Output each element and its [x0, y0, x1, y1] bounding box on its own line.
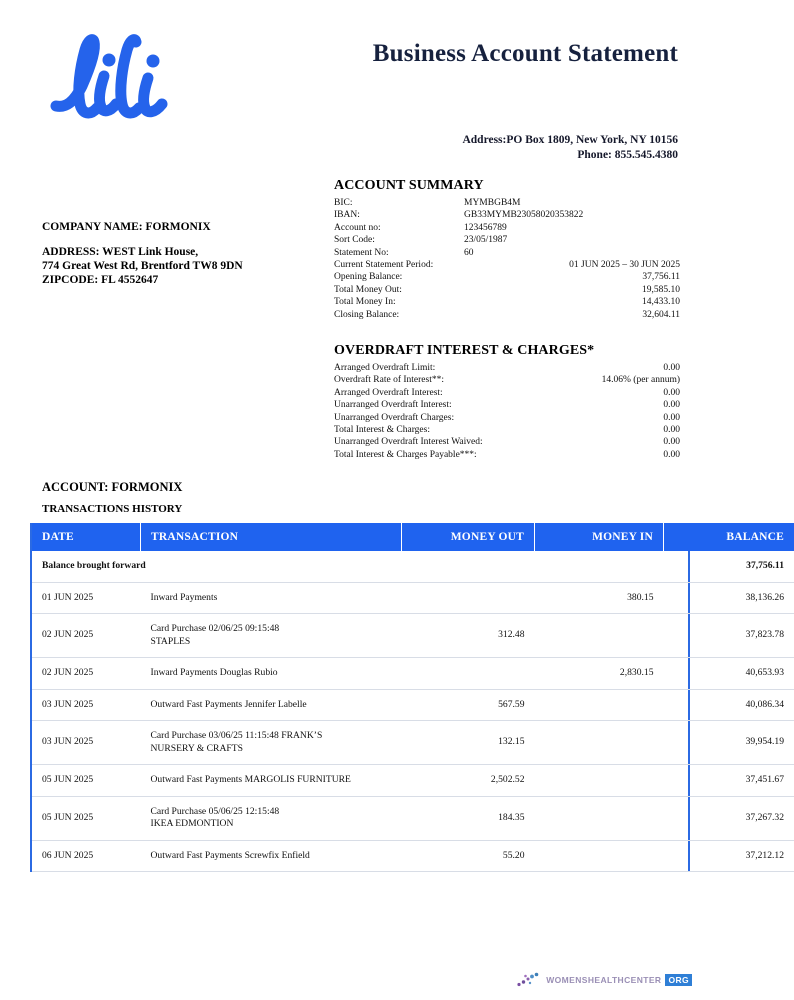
cell-transaction	[141, 614, 402, 658]
column-header-money-out[interactable]: MONEY OUT	[402, 523, 535, 551]
overdraft-row	[334, 412, 680, 424]
brought-forward-label: Balance brought forward	[32, 551, 402, 582]
customer-zipcode: ZIPCODE: FL 4552647	[42, 274, 159, 286]
cell-transaction	[141, 796, 402, 840]
cell-money-in	[535, 614, 664, 658]
overdraft-section	[334, 343, 680, 461]
account-summary-section	[334, 178, 680, 321]
transaction-description: Outward Fast Payments MARGOLIS FURNITURE	[150, 774, 351, 785]
cell-balance: 37,451.67	[664, 765, 794, 797]
table-row[interactable]	[32, 689, 794, 721]
cell-date: 06 JUN 2025	[32, 840, 141, 872]
cell-date: 03 JUN 2025	[32, 689, 141, 721]
cell-balance: 37,823.78	[664, 614, 794, 658]
summary-label: Opening Balance:	[334, 272, 403, 283]
overdraft-row	[334, 399, 680, 411]
overdraft-label: Unarranged Overdraft Interest Waived:	[334, 437, 483, 448]
summary-value: 123456789	[464, 222, 507, 233]
logo-dot-1	[103, 54, 116, 67]
summary-row	[334, 309, 680, 321]
summary-label: IBAN:	[334, 210, 360, 221]
overdraft-row	[334, 449, 680, 461]
account-label: ACCOUNT: FORMONIX	[42, 480, 183, 494]
overdraft-value: 14.06% (per annum)	[601, 375, 680, 386]
cell-balance: 38,136.26	[664, 582, 794, 614]
issuer-contact	[462, 133, 678, 163]
overdraft-value: 0.00	[663, 425, 680, 436]
overdraft-rows	[334, 362, 680, 461]
summary-row	[334, 296, 680, 308]
summary-value: 19,585.10	[642, 284, 680, 295]
column-header-money-in[interactable]: MONEY IN	[535, 523, 664, 551]
summary-value: 23/05/1987	[464, 235, 508, 246]
cell-money-in	[535, 796, 664, 840]
cell-transaction	[141, 765, 402, 797]
overdraft-label: Overdraft Rate of Interest**:	[334, 375, 444, 386]
column-header-date[interactable]: DATE	[32, 523, 141, 551]
customer-name: COMPANY NAME: FORMONIX	[42, 221, 211, 233]
cell-money-out: 2,502.52	[402, 765, 535, 797]
cell-date: 02 JUN 2025	[32, 658, 141, 690]
summary-row	[334, 284, 680, 296]
summary-label: Current Statement Period:	[334, 260, 434, 271]
cell-date: 03 JUN 2025	[32, 721, 141, 765]
cell-money-out	[402, 582, 535, 614]
overdraft-row	[334, 374, 680, 386]
cell-money-out: 312.48	[402, 614, 535, 658]
summary-row	[334, 271, 680, 283]
cell-balance: 37,267.32	[664, 796, 794, 840]
cell-transaction	[141, 582, 402, 614]
spacer	[42, 234, 322, 245]
overdraft-label: Arranged Overdraft Limit:	[334, 363, 436, 373]
cell-money-in	[535, 689, 664, 721]
cell-balance: 37,212.12	[664, 840, 794, 872]
cell-transaction	[141, 721, 402, 765]
cell-balance: 40,086.34	[664, 689, 794, 721]
overdraft-value: 0.00	[663, 387, 680, 398]
table-header-row	[32, 523, 794, 551]
transaction-description: Card Purchase 05/06/25 12:15:48	[150, 805, 280, 817]
customer-address-line2: 774 Great West Rd, Brentford TW8 9DN	[42, 260, 243, 272]
cell-money-out: 132.15	[402, 721, 535, 765]
cell-money-out: 567.59	[402, 689, 535, 721]
transaction-description: Outward Fast Payments Jennifer Labelle	[150, 698, 307, 710]
balance-brought-forward-row	[32, 551, 794, 582]
summary-value: 01 JUN 2025 – 30 JUN 2025	[569, 260, 680, 271]
transaction-description: Card Purchase 03/06/25 11:15:48 FRANK’S	[150, 730, 323, 741]
cell-date: 01 JUN 2025	[32, 582, 141, 614]
summary-label: Account no:	[334, 222, 381, 233]
overdraft-value: 0.00	[663, 400, 680, 411]
transactions-table	[32, 523, 794, 872]
table-row[interactable]	[32, 658, 794, 690]
table-row[interactable]	[32, 582, 794, 614]
table-row[interactable]	[32, 765, 794, 797]
summary-value: 60	[464, 247, 474, 258]
transaction-description: Card Purchase 02/06/25 09:15:48	[150, 623, 280, 634]
overdraft-value: 0.00	[663, 437, 680, 448]
cell-transaction	[141, 658, 402, 690]
customer-address-line1: ADDRESS: WEST Link House,	[42, 246, 199, 258]
cell-money-out: 55.20	[402, 840, 535, 872]
page-title: Business Account Statement	[372, 40, 678, 67]
summary-value: MYMBGB4M	[464, 198, 521, 208]
table-row[interactable]	[32, 840, 794, 872]
summary-label: Closing Balance:	[334, 309, 400, 320]
transaction-description: Inward Payments Douglas Rubio	[150, 667, 278, 678]
transaction-description-line2: NURSERY & CRAFTS	[150, 742, 243, 754]
transaction-description-line2: IKEA EDMONTION	[150, 818, 234, 829]
watermark-text: WOMENSHEALTHCENTER	[546, 975, 662, 985]
overdraft-value: 0.00	[663, 449, 680, 460]
overdraft-label: Arranged Overdraft Interest:	[334, 387, 443, 398]
cell-transaction	[141, 689, 402, 721]
transaction-description-line2: STAPLES	[150, 635, 191, 647]
brought-forward-money-out	[402, 551, 535, 582]
table-row[interactable]	[32, 614, 794, 658]
logo-dot-2	[147, 55, 160, 68]
footer-watermark	[516, 972, 692, 988]
cell-balance: 40,653.93	[664, 658, 794, 690]
summary-value: 32,604.11	[642, 309, 680, 320]
table-row[interactable]	[32, 796, 794, 840]
transactions-history-title: TRANSACTIONS HISTORY	[42, 503, 183, 515]
summary-row	[334, 197, 680, 209]
cell-date: 05 JUN 2025	[32, 796, 141, 840]
table-head	[32, 523, 794, 551]
brought-forward-money-in	[535, 551, 664, 582]
overdraft-row	[334, 424, 680, 436]
overdraft-value: 0.00	[663, 363, 680, 373]
lili-logo-icon	[52, 28, 202, 148]
overdraft-row	[334, 436, 680, 448]
cell-date: 02 JUN 2025	[32, 614, 141, 658]
summary-label: BIC:	[334, 198, 353, 208]
overdraft-value: 0.00	[663, 412, 680, 423]
summary-label: Sort Code:	[334, 235, 375, 246]
brought-forward-balance: 37,756.11	[664, 551, 794, 582]
cell-balance: 39,954.19	[664, 721, 794, 765]
customer-details	[42, 220, 322, 287]
overdraft-heading: OVERDRAFT INTEREST & CHARGES*	[334, 343, 595, 358]
account-summary-rows	[334, 197, 680, 321]
overdraft-label: Total Interest & Charges:	[334, 425, 430, 436]
overdraft-row	[334, 362, 680, 374]
transactions-table-wrap	[30, 523, 784, 872]
summary-value: 37,756.11	[642, 272, 680, 283]
summary-row	[334, 209, 680, 221]
summary-value: GB33MYMB23058020353822	[464, 210, 584, 221]
transaction-description: Inward Payments	[150, 591, 218, 603]
table-row[interactable]	[32, 721, 794, 765]
summary-row	[334, 222, 680, 234]
overdraft-label: Total Interest & Charges Payable***:	[334, 449, 477, 460]
summary-label: Statement No:	[334, 247, 389, 258]
transaction-description: Outward Fast Payments Screwfix Enfield	[150, 849, 310, 861]
issuer-phone: Phone: 855.545.4380	[577, 149, 678, 161]
issuer-address: Address:PO Box 1809, New York, NY 10156	[462, 134, 678, 146]
watermark-badge: ORG	[665, 974, 692, 986]
account-summary-heading: ACCOUNT SUMMARY	[334, 178, 484, 193]
summary-row	[334, 247, 680, 259]
summary-row	[334, 234, 680, 246]
table-body	[32, 551, 794, 872]
cell-money-in	[535, 765, 664, 797]
cell-transaction	[141, 840, 402, 872]
summary-value: 14,433.10	[642, 297, 680, 308]
cell-date: 05 JUN 2025	[32, 765, 141, 797]
cell-money-in	[535, 721, 664, 765]
overdraft-label: Unarranged Overdraft Interest:	[334, 400, 452, 411]
overdraft-row	[334, 387, 680, 399]
summary-label: Total Money Out:	[334, 284, 402, 295]
cell-money-out: 184.35	[402, 796, 535, 840]
summary-row	[334, 259, 680, 271]
summary-label: Total Money In:	[334, 297, 396, 308]
lili-logo	[52, 28, 202, 148]
column-header-transaction[interactable]: TRANSACTION	[141, 523, 402, 551]
cell-money-in: 380.15	[535, 582, 664, 614]
overdraft-label: Unarranged Overdraft Charges:	[334, 412, 455, 423]
cell-money-out	[402, 658, 535, 690]
dots-icon	[516, 972, 542, 988]
cell-money-in	[535, 840, 664, 872]
cell-money-in: 2,830.15	[535, 658, 664, 690]
column-header-balance[interactable]: BALANCE	[664, 523, 794, 551]
